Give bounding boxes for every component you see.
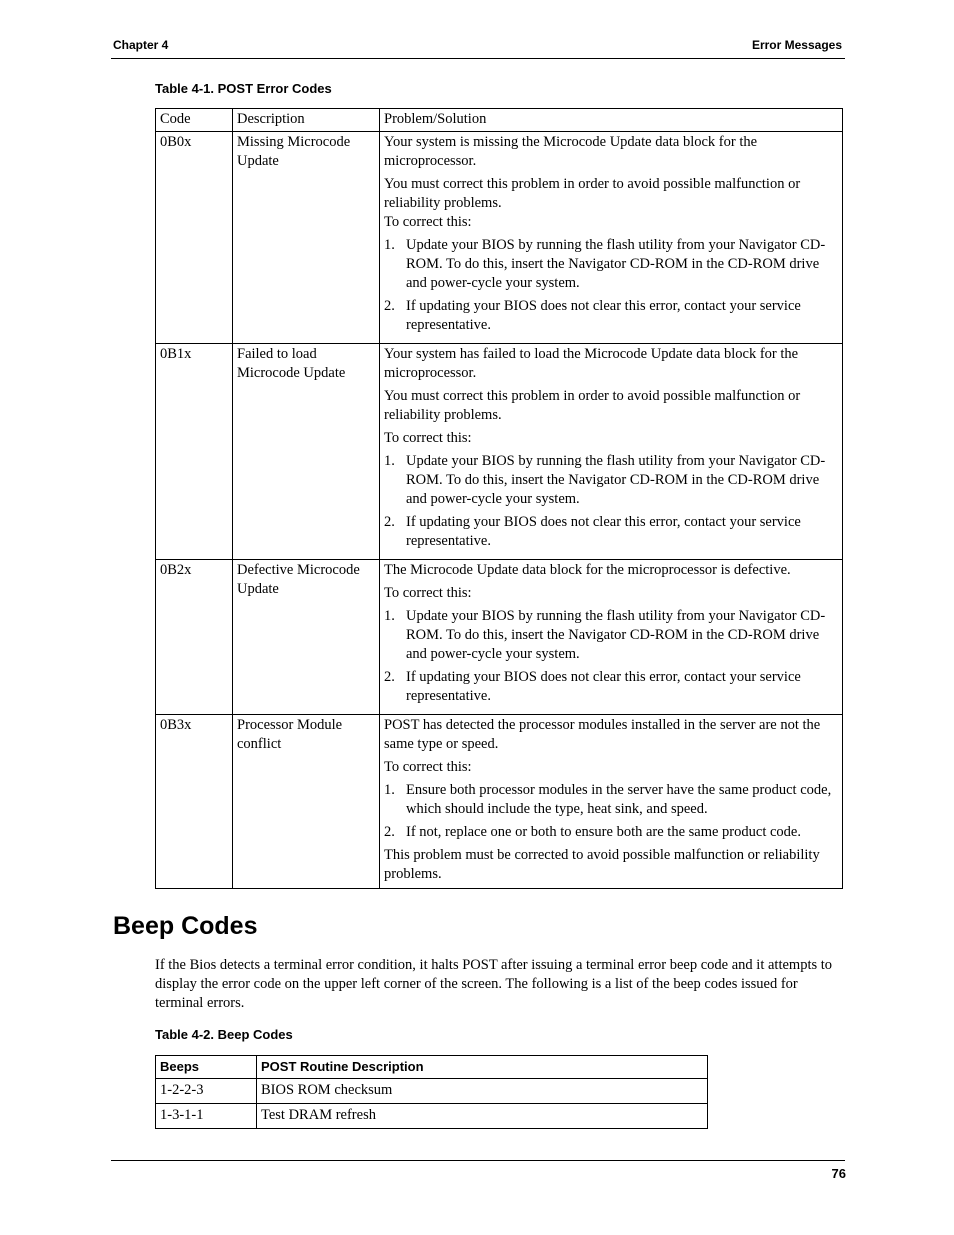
step-item: 2. If updating your BIOS does not clear this error, contact your service representative. [384, 513, 838, 551]
problem-solution-cell [380, 560, 843, 715]
description-cell: Missing Microcode Update [233, 132, 380, 344]
step-item: 1. Update your BIOS by running the flash utility from your Navigator CD-ROM. To do this, insert the Navigator CD-ROM in the CD-ROM drive and power-cycle your system. [384, 236, 838, 293]
step-text: Update your BIOS by running the flash utility from your Navigator CD-ROM. To do this, insert the Navigator CD-ROM in the CD-ROM drive and power-cycle your system. [406, 608, 826, 662]
table2-caption: Table 4-2. Beep Codes [155, 1027, 293, 1042]
beep-codes-table [155, 1055, 708, 1129]
description-cell: Defective Microcode Update [233, 560, 380, 715]
routine-description-cell: BIOS ROM checksum [257, 1079, 708, 1104]
table-row [156, 560, 843, 715]
note-text: You must correct this problem in order to avoid possible malfunction or reliability problems. [384, 388, 801, 423]
step-item: 2. If updating your BIOS does not clear this error, contact your service representative. [384, 297, 838, 335]
step-text: Update your BIOS by running the flash utility from your Navigator CD-ROM. To do this, insert the Navigator CD-ROM in the CD-ROM drive and power-cycle your system. [406, 453, 826, 507]
step-item: 2. If updating your BIOS does not clear this error, contact your service representative. [384, 668, 838, 706]
to-correct-label: To correct this: [384, 430, 472, 446]
description-cell: Processor Module conflict [233, 715, 380, 889]
step-text: If updating your BIOS does not clear this error, contact your service representative. [406, 298, 801, 333]
table-row [156, 715, 843, 889]
section-label: Error Messages [751, 38, 842, 52]
step-text: If updating your BIOS does not clear this error, contact your service representative. [406, 514, 801, 549]
step-text: If not, replace one or both to ensure both are the same product code. [406, 824, 801, 840]
table-row [156, 1079, 708, 1104]
table-row [156, 344, 843, 560]
problem-solution-cell [380, 132, 843, 344]
table2-header-row [156, 1056, 708, 1079]
routine-description-cell: Test DRAM refresh [257, 1104, 708, 1129]
table1-caption: Table 4-1. POST Error Codes [155, 81, 332, 96]
col-header-description: Description [233, 109, 380, 132]
step-text: Update your BIOS by running the flash utility from your Navigator CD-ROM. To do this, insert the Navigator CD-ROM in the CD-ROM drive and power-cycle your system. [406, 237, 826, 291]
step-text: Ensure both processor modules in the server have the same product code, which should include the type, heat sink, and speed. [406, 782, 832, 817]
beep-codes-intro: If the Bios detects a terminal error condition, it halts POST after issuing a terminal error beep code and it attempts to display the error code on the upper left corner of the screen. The following is a list of the beep codes issued for terminal errors. [155, 957, 833, 1011]
header-rule [111, 58, 845, 59]
page-number: 76 [831, 1166, 846, 1181]
note-text: You must correct this problem in order to avoid possible malfunction or reliability problems. [384, 176, 801, 211]
step-item: 1. Update your BIOS by running the flash utility from your Navigator CD-ROM. To do this, insert the Navigator CD-ROM in the CD-ROM drive and power-cycle your system. [384, 452, 838, 509]
step-item: 2. If not, replace one or both to ensure both are the same product code. [384, 823, 838, 842]
problem-text: Your system has failed to load the Microcode Update data block for the microprocessor. [384, 346, 799, 381]
chapter-label: Chapter 4 [113, 38, 169, 52]
step-text: If updating your BIOS does not clear this error, contact your service representative. [406, 669, 801, 704]
table-row [156, 132, 843, 344]
description-cell: Failed to load Microcode Update [233, 344, 380, 560]
table1-header-row [156, 109, 843, 132]
problem-text: POST has detected the processor modules installed in the server are not the same type or speed. [384, 717, 821, 752]
code-cell: 0B1x [156, 344, 233, 560]
problem-solution-cell [380, 344, 843, 560]
col-header-problem-solution: Problem/Solution [380, 109, 843, 132]
step-item: 1. Ensure both processor modules in the server have the same product code, which should include the type, heat sink, and speed. [384, 781, 838, 819]
code-cell: 0B2x [156, 560, 233, 715]
beeps-cell: 1-2-2-3 [156, 1079, 257, 1104]
col-header-code: Code [156, 109, 233, 132]
problem-solution-cell [380, 715, 843, 889]
code-cell: 0B3x [156, 715, 233, 889]
table-row [156, 1104, 708, 1129]
code-cell: 0B0x [156, 132, 233, 344]
problem-text: Your system is missing the Microcode Update data block for the microprocessor. [384, 134, 758, 169]
beep-codes-heading: Beep Codes [113, 912, 258, 940]
beeps-cell: 1-3-1-1 [156, 1104, 257, 1129]
footer-rule [111, 1160, 845, 1161]
post-error-codes-table [155, 108, 843, 889]
closing-text: This problem must be corrected to avoid possible malfunction or reliability problems. [384, 847, 820, 882]
problem-text: The Microcode Update data block for the microprocessor is defective. [384, 562, 791, 578]
col-header-beeps: Beeps [156, 1056, 257, 1079]
to-correct-label: To correct this: [384, 214, 472, 230]
col-header-post-routine: POST Routine Description [257, 1056, 708, 1079]
to-correct-label: To correct this: [384, 585, 472, 601]
to-correct-label: To correct this: [384, 759, 472, 775]
step-item: 1. Update your BIOS by running the flash utility from your Navigator CD-ROM. To do this, insert the Navigator CD-ROM in the CD-ROM drive and power-cycle your system. [384, 607, 838, 664]
